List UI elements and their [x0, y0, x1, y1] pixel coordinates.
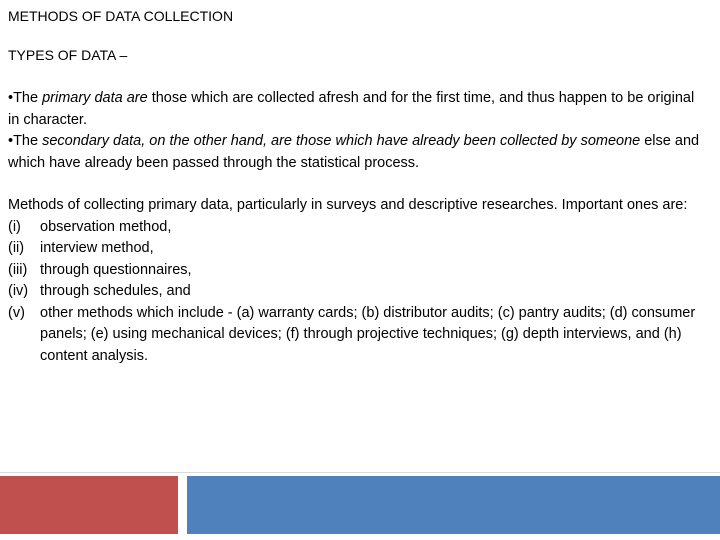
list-item-number: (i) [8, 218, 21, 235]
methods-section [8, 195, 708, 367]
list-item [8, 217, 708, 239]
methods-list [8, 217, 708, 368]
slide-title: METHODS OF DATA COLLECTION [8, 8, 234, 24]
list-item [8, 238, 708, 260]
footer-accent-right [187, 476, 720, 534]
list-item-number: (iii) [8, 261, 28, 278]
primary-data-term: primary data [42, 90, 123, 106]
primary-data-text: those which are collected afresh and for the first time, and thus happen to be original in character. [8, 90, 695, 128]
section-subtitle: TYPES OF DATA – [8, 47, 128, 63]
primary-data-connector: are [122, 90, 148, 106]
methods-intro: Methods of collecting primary data, particularly in surveys and descriptive researches. Important ones are: [8, 197, 688, 213]
secondary-data-italic-text: , on the other hand, are those which have already been collected by someone [141, 133, 641, 149]
list-item-text: through questionnaires, [40, 261, 192, 278]
footer-divider [0, 472, 720, 473]
definition-article: The [13, 90, 43, 106]
list-item [8, 281, 708, 303]
list-item-text: interview method, [40, 240, 154, 256]
list-item [8, 260, 708, 282]
list-item-number: (v) [8, 304, 25, 321]
data-types-definitions [8, 88, 708, 174]
primary-data-definition [8, 88, 708, 131]
list-item-text: through schedules, and [40, 283, 191, 299]
list-item-text: observation method, [40, 218, 172, 235]
secondary-data-text: else and which have already been passed through the statistical process. [8, 133, 700, 171]
footer-accent-left [0, 476, 178, 534]
list-item [8, 303, 708, 368]
bullet: • [8, 90, 14, 106]
bullet: • [8, 133, 14, 149]
list-item-text: other methods which include - (a) warranty cards; (b) distributor audits; (c) pantry audits; (d) consumer panels; (e) using mechanical devices; (f) through projective techniques; (g) depth interviews, and (h) content analysis. [40, 304, 696, 364]
secondary-data-definition [8, 131, 708, 174]
list-item-number: (iv) [8, 283, 29, 299]
list-item-number: (ii) [8, 240, 25, 256]
secondary-data-term: secondary data [42, 133, 142, 149]
definition-article: The [13, 133, 43, 149]
